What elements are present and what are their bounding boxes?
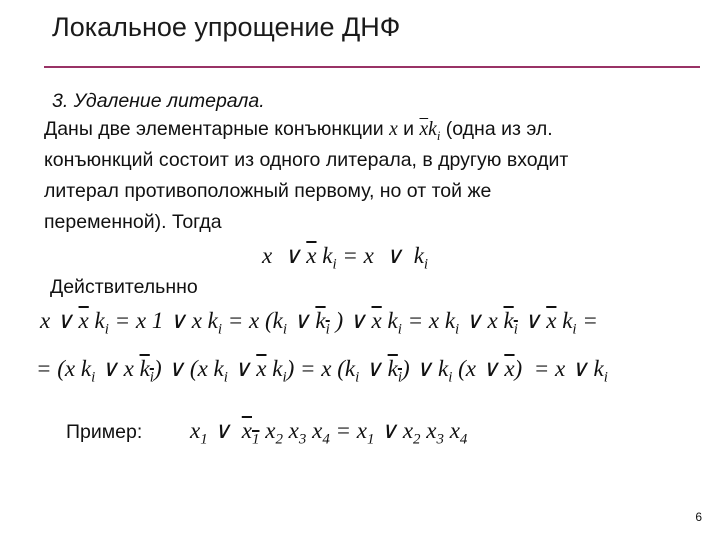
page-number: 6: [695, 510, 702, 524]
paragraph-text: и: [397, 118, 420, 140]
formula-x: x: [389, 119, 398, 140]
paragraph-text: Даны две элементарные конъюнкции: [44, 118, 390, 140]
formula-not-x-ki: $\overline{x}k_i$: [419, 119, 441, 143]
paragraph-line-4: переменной). Тогда: [44, 211, 222, 233]
formula-proof-line-1: x ∨ $\overline{x}$ $k_i = x$ 1 ∨ x $k_i = x$ ($k_i$ ∨ $k_i$ ) ∨ $\overline{x}$ $k_i = x$ $k_i$ ∨ x $k_i$ ∨ $\overline{x}$ $k_i$ =: [40, 308, 598, 338]
paragraph-line-2: конъюнкций состоит из одного литерала, в другую входит: [44, 149, 569, 171]
formula-proof-line-2: = (x $k_i$ ∨ x $k_i$) ∨ (x $k_i$ ∨ $\overline{x}$ $k_i) = x$ ($k_i$ ∨ $k_i$) ∨ $k_i$ (x ∨ $\overline{x}) = x$ ∨ $k_i$: [36, 356, 608, 386]
paragraph-text: (одна из эл.: [440, 118, 553, 140]
formula-example: $x_1$ ∨ $x_1$ $x_2$ $x_3$ $x_4 = x_1$ ∨ $x_2$ $x_3$ $x_4$: [190, 418, 468, 448]
proof-label: Действительнно: [50, 276, 198, 298]
section-heading: 3. Удаление литерала.: [52, 90, 265, 112]
formula-rule: x ∨ $\overline{x}$ $k_i = x$ ∨ $k_i$: [262, 243, 429, 273]
example-label: Пример:: [66, 421, 143, 443]
paragraph-line-3: литерал противоположный первому, но от той же: [44, 180, 492, 202]
paragraph-line-1: [44, 118, 553, 144]
slide-title: Локальное упрощение ДНФ: [52, 12, 401, 42]
title-underline: [44, 66, 700, 68]
